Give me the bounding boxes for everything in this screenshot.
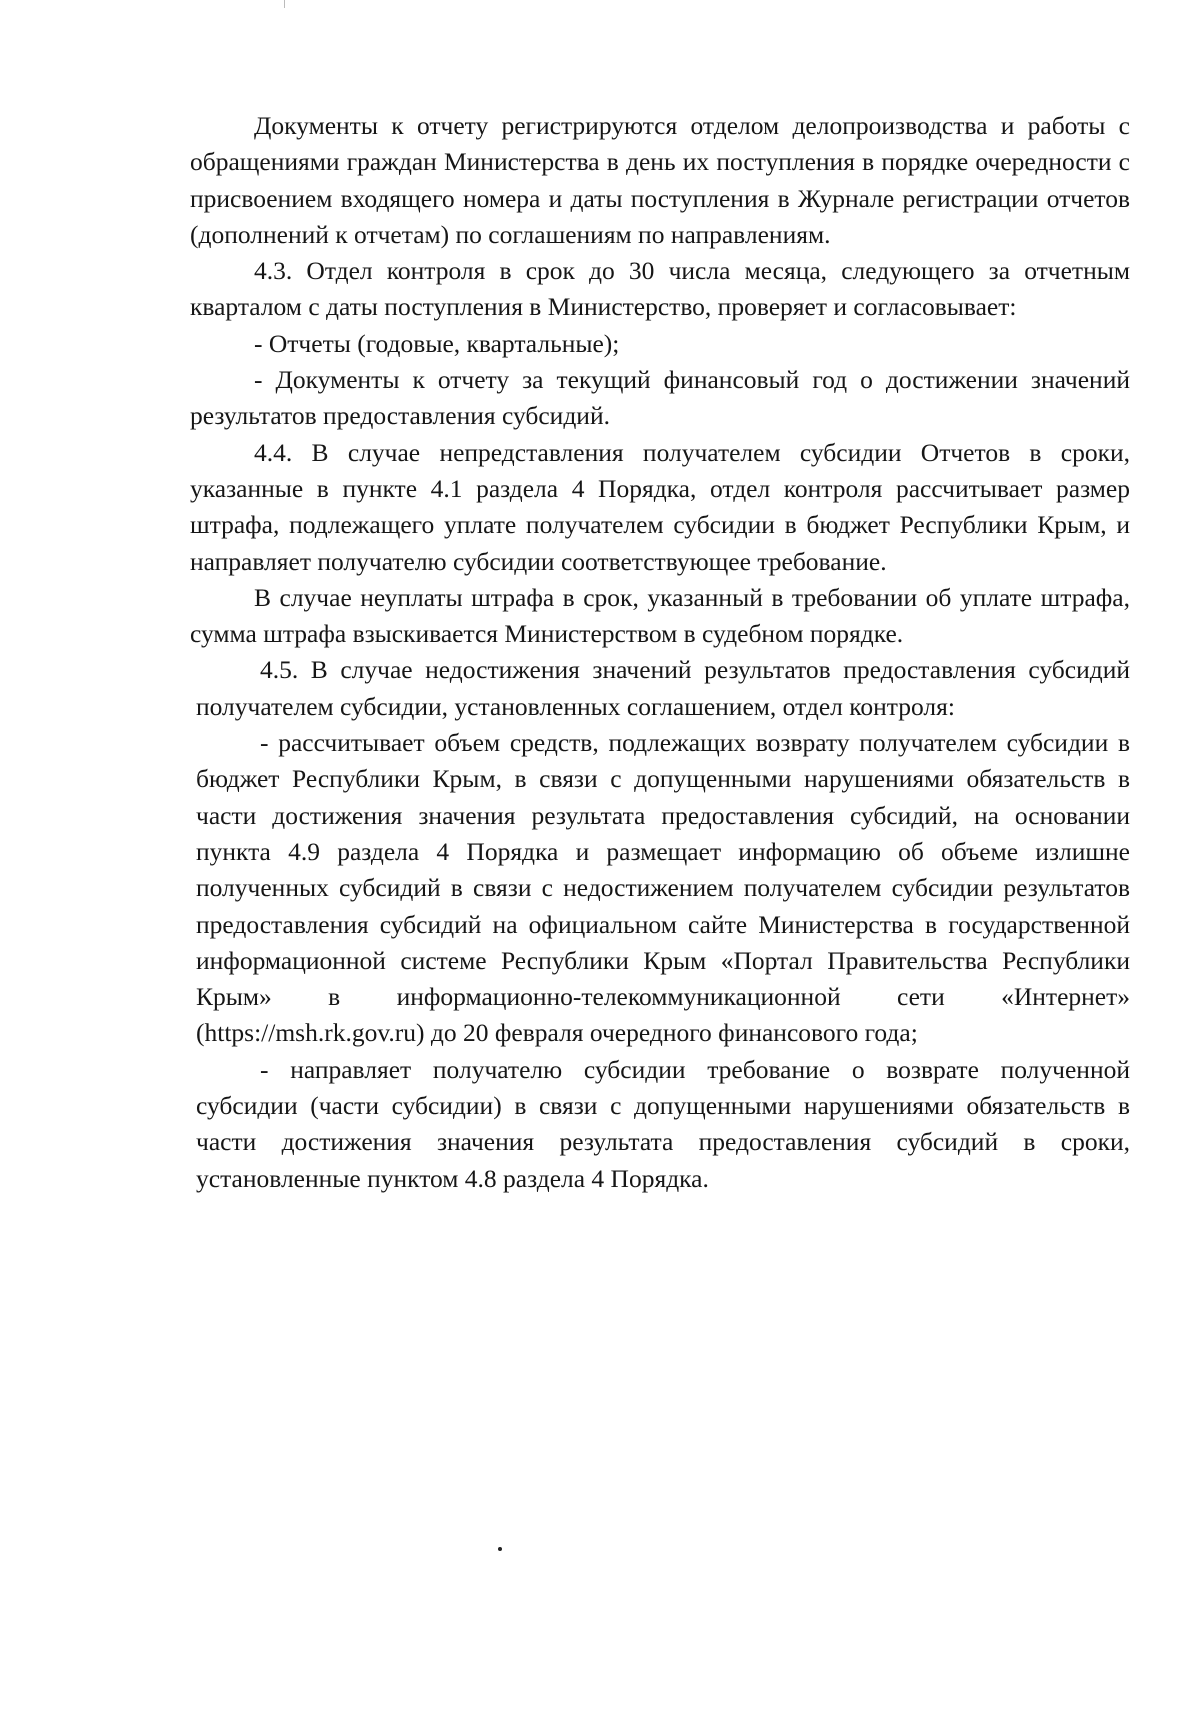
paragraph-4-3: 4.3. Отдел контроля в срок до 30 числа месяца, следующего за отчетным кварталом с даты поступления в Министерство, проверяет и согласовывает: bbox=[190, 256, 1130, 322]
list-item-reports: - Отчеты (годовые, квартальные); bbox=[254, 328, 620, 358]
scan-dot bbox=[498, 1547, 502, 1551]
paragraph-4-5: 4.5. В случае недостижения значений результатов предоставления субсидий получателем субсидии, установленных соглашением, отдел контроля: bbox=[196, 655, 1130, 721]
paragraph-documents-registration: Документы к отчету регистрируются отделом делопроизводства и работы с обращениями граждан Министерства в день их поступления в порядке очередности с присвоением входящего номера и даты поступления в Журнале регистрации отчетов (дополнений к отчетам) по соглашениям по направлениям. bbox=[190, 111, 1130, 249]
list-item-documents: - Документы к отчету за текущий финансовый год о достижении значений результатов предоставления субсидий. bbox=[190, 365, 1130, 431]
list-item-sends-requirement: - направляет получателю субсидии требование о возврате полученной субсидии (части субсидии) в связи с допущенными нарушениями обязательств в части достижения значения результата предоставления субсидий в сроки, установленные пунктом 4.8 раздела 4 Порядка. bbox=[196, 1054, 1130, 1193]
document-body bbox=[190, 108, 1130, 1197]
paragraph-4-4: 4.4. В случае непредставления получателем субсидии Отчетов в сроки, указанные в пункте 4.1 раздела 4 Порядка, отдел контроля рассчитывает размер штрафа, подлежащего уплате получателем субсидии в бюджет Республики Крым, и направляет получателю субсидии соответствующее требование. bbox=[190, 437, 1130, 576]
paragraph-fine: В случае неуплаты штрафа в срок, указанный в требовании об уплате штрафа, сумма штрафа взыскивается Министерством в судебном порядке. bbox=[190, 582, 1130, 649]
scan-artifact bbox=[284, 0, 285, 8]
list-item-calculates: - рассчитывает объем средств, подлежащих возврату получателем субсидии в бюджет Республики Крым, в связи с допущенными нарушениями обязательств в части достижения значения результата предоставления субсидий, на основании пункта 4.9 раздела 4 Порядка и размещает информацию об объеме излишне полученных субсидий в связи с недостижением получателем субсидии результатов предоставления субсидий на официальном сайте Министерства в государственной информационной системе Республики Крым «Портал Правительства Республики Крым» в информационно-телекоммуникационной сети «Интернет» (https://msh.rk.gov.ru) до 20 февраля очередного финансового года; bbox=[196, 728, 1130, 1048]
